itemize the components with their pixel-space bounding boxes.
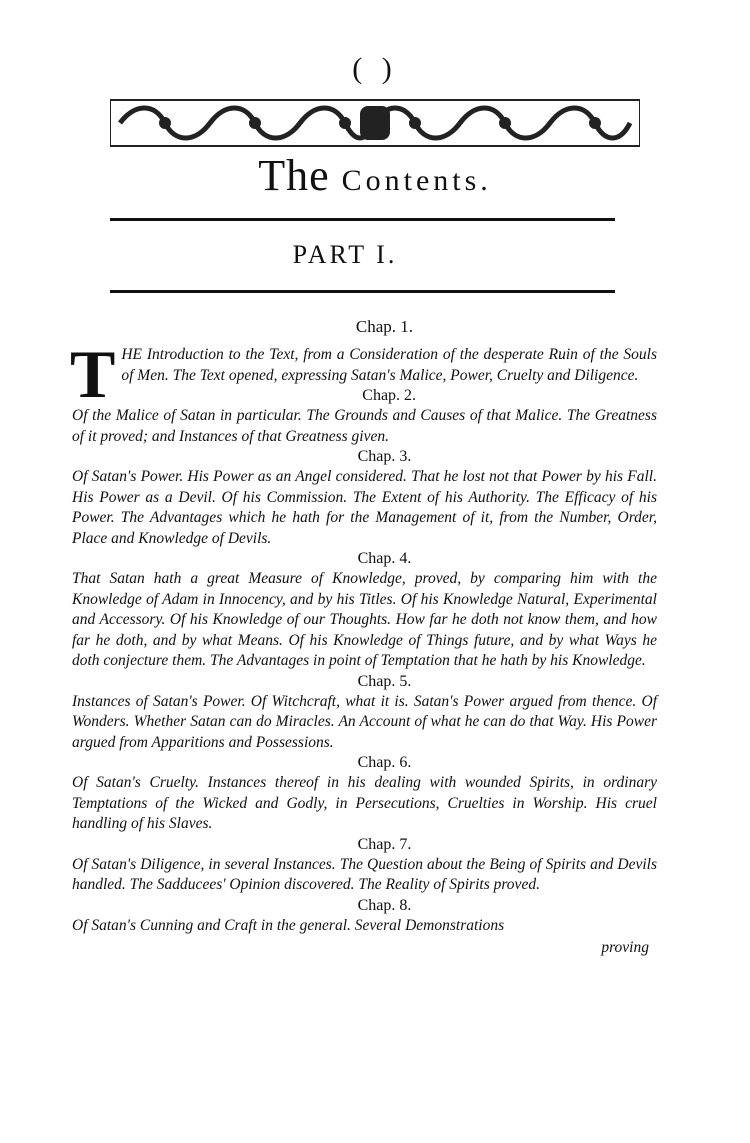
rule-top bbox=[110, 218, 615, 221]
chapter-summary: Of Satan's Power. His Power as an Angel considered. That he lost not that Power by his Fall. His Power as a Devil. Of his Commission. The Extent of his Authority. The Efficacy of his Power. The Advantages which he hath for the Management of it, from the Number, Order, Place and Knowledge of Devils. bbox=[72, 468, 657, 547]
part-heading: PART I. bbox=[292, 240, 398, 269]
chapter-heading: Chap. 6. bbox=[357, 754, 412, 771]
title-main: The bbox=[258, 151, 330, 200]
chapter-heading: Chap. 7. bbox=[357, 835, 412, 853]
chapter-summary: That Satan hath a great Measure of Knowledge, proved, by comparing him with the Knowledge of Adam in Innocency, and by his Titles. Of his Knowledge Natural, Experimental and Accessory. Of his Knowledge of our Thoughts. How far he doth not know them, and how far he doth, and by what Means. Of his Knowledge of Things future, and by what Ways he doth conjecture them. The Advantages in point of Temptation that he hath by his Knowledge. bbox=[72, 570, 657, 669]
rule-bottom bbox=[110, 290, 615, 293]
chapter-summary: Instances of Satan's Power. Of Witchcraft, what it is. Satan's Power argued from thence. Of Wonders. Whether Satan can do Miracles. An Account of what he can do that Way. His Power argued from Apparitions and Possessions. bbox=[72, 692, 657, 751]
chapter-summary: Of Satan's Cruelty. Instances thereof in his dealing with wounded Spirits, in ordinary Temptations of the Wicked and Godly, in Persecutions, Cruelties in Worship. His cruel handling of his Slaves. bbox=[72, 774, 657, 832]
chapter-heading: Chap. 5. bbox=[357, 672, 412, 690]
title-small-caps: Contents. bbox=[341, 164, 492, 197]
contents-body bbox=[72, 315, 657, 959]
page-number: ( ) bbox=[352, 52, 398, 85]
catchword: proving bbox=[601, 939, 649, 956]
chapter-heading: Chap. 1. bbox=[355, 317, 414, 336]
page-title bbox=[0, 150, 750, 201]
chapter-heading: Chap. 3. bbox=[357, 448, 412, 465]
chapter-summary: Of Satan's Diligence, in several Instances. The Question about the Being of Spirits and Devils handled. The Sadducees' Opinion discovered. The Reality of Spirits proved. bbox=[72, 855, 657, 893]
chapter-heading: Chap. 4. bbox=[357, 550, 412, 567]
chapter-summary: Of Satan's Cunning and Craft in the general. Several Demonstrations bbox=[72, 916, 505, 934]
drop-cap: T bbox=[70, 336, 116, 412]
chapter-summary: THE Introduction to the Text, from a Consideration of the desperate Ruin of the Souls of Men. The Text opened, expressing Satan's Malice, Power, Cruelty and Diligence. bbox=[70, 336, 657, 412]
ornamental-headpiece bbox=[110, 98, 640, 148]
chapter-summary: Of the Malice of Satan in particular. The Grounds and Causes of that Malice. The Greatness of it proved; and Instances of that Greatness given. bbox=[72, 407, 657, 445]
chapter-heading: Chap. 8. bbox=[357, 896, 412, 914]
chapter-heading: Chap. 2. bbox=[362, 387, 417, 404]
